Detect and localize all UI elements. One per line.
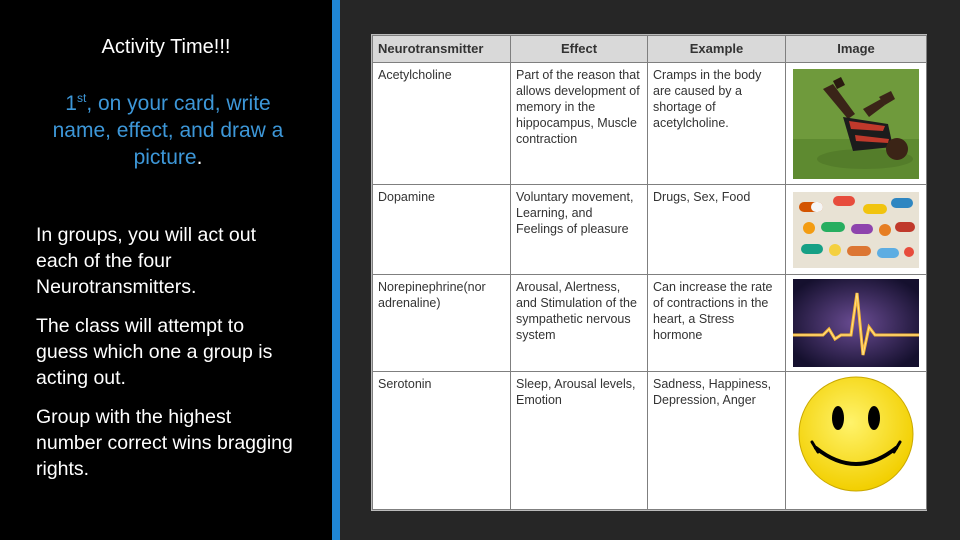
- cell-effect: Part of the reason that allows development of memory in the hippocampus, Muscle contraction: [511, 63, 648, 185]
- cell-image: [786, 275, 927, 372]
- neurotransmitter-table: [371, 34, 927, 511]
- paragraph-guess: The class will attempt to guess which one a group is acting out.: [36, 315, 273, 389]
- paragraph-winner: Group with the highest number correct wins bragging rights.: [36, 406, 293, 480]
- cell-image: [786, 372, 927, 510]
- instruction-text: [34, 90, 302, 171]
- cell-name: Dopamine: [373, 185, 511, 275]
- cell-name: Acetylcholine: [373, 63, 511, 185]
- smiley-face-icon: [794, 376, 918, 500]
- instruction-period: .: [196, 146, 203, 169]
- table-row: [373, 275, 927, 372]
- pills-photo: [793, 192, 919, 268]
- table-row: [373, 372, 927, 510]
- paragraph-groups: In groups, you will act out each of the four Neurotransmitters.: [36, 224, 257, 298]
- cell-name: Serotonin: [373, 372, 511, 510]
- heartbeat-pulse-photo: [793, 279, 919, 367]
- cell-example: Sadness, Happiness, Depression, Anger: [648, 372, 786, 510]
- cell-example: Can increase the rate of contractions in the heart, a Stress hormone: [648, 275, 786, 372]
- soccer-player-cramp-photo: [793, 69, 919, 179]
- header-neurotransmitter: Neurotransmitter: [373, 36, 511, 63]
- table-header-row: [373, 36, 927, 63]
- header-effect: Effect: [511, 36, 648, 63]
- table-row: [373, 185, 927, 275]
- instruction-body: , on your card, write name, effect, and draw a picture: [52, 92, 284, 169]
- cell-image: [786, 185, 927, 275]
- instruction-ordinal: 1: [65, 92, 77, 115]
- cell-effect: Voluntary movement, Learning, and Feelings of pleasure: [511, 185, 648, 275]
- header-example: Example: [648, 36, 786, 63]
- cell-example: Cramps in the body are caused by a shortage of acetylcholine.: [648, 63, 786, 185]
- accent-divider: [332, 0, 340, 540]
- cell-name: Norepinephrine(nor adrenaline): [373, 275, 511, 372]
- cell-effect: Sleep, Arousal levels, Emotion: [511, 372, 648, 510]
- activity-title: Activity Time!!!: [101, 36, 231, 58]
- header-image: Image: [786, 36, 927, 63]
- cell-effect: Arousal, Alertness, and Stimulation of the sympathetic nervous system: [511, 275, 648, 372]
- instruction-ordinal-suffix: st: [76, 91, 87, 105]
- cell-example: Drugs, Sex, Food: [648, 185, 786, 275]
- cell-image: [786, 63, 927, 185]
- table-row: [373, 63, 927, 185]
